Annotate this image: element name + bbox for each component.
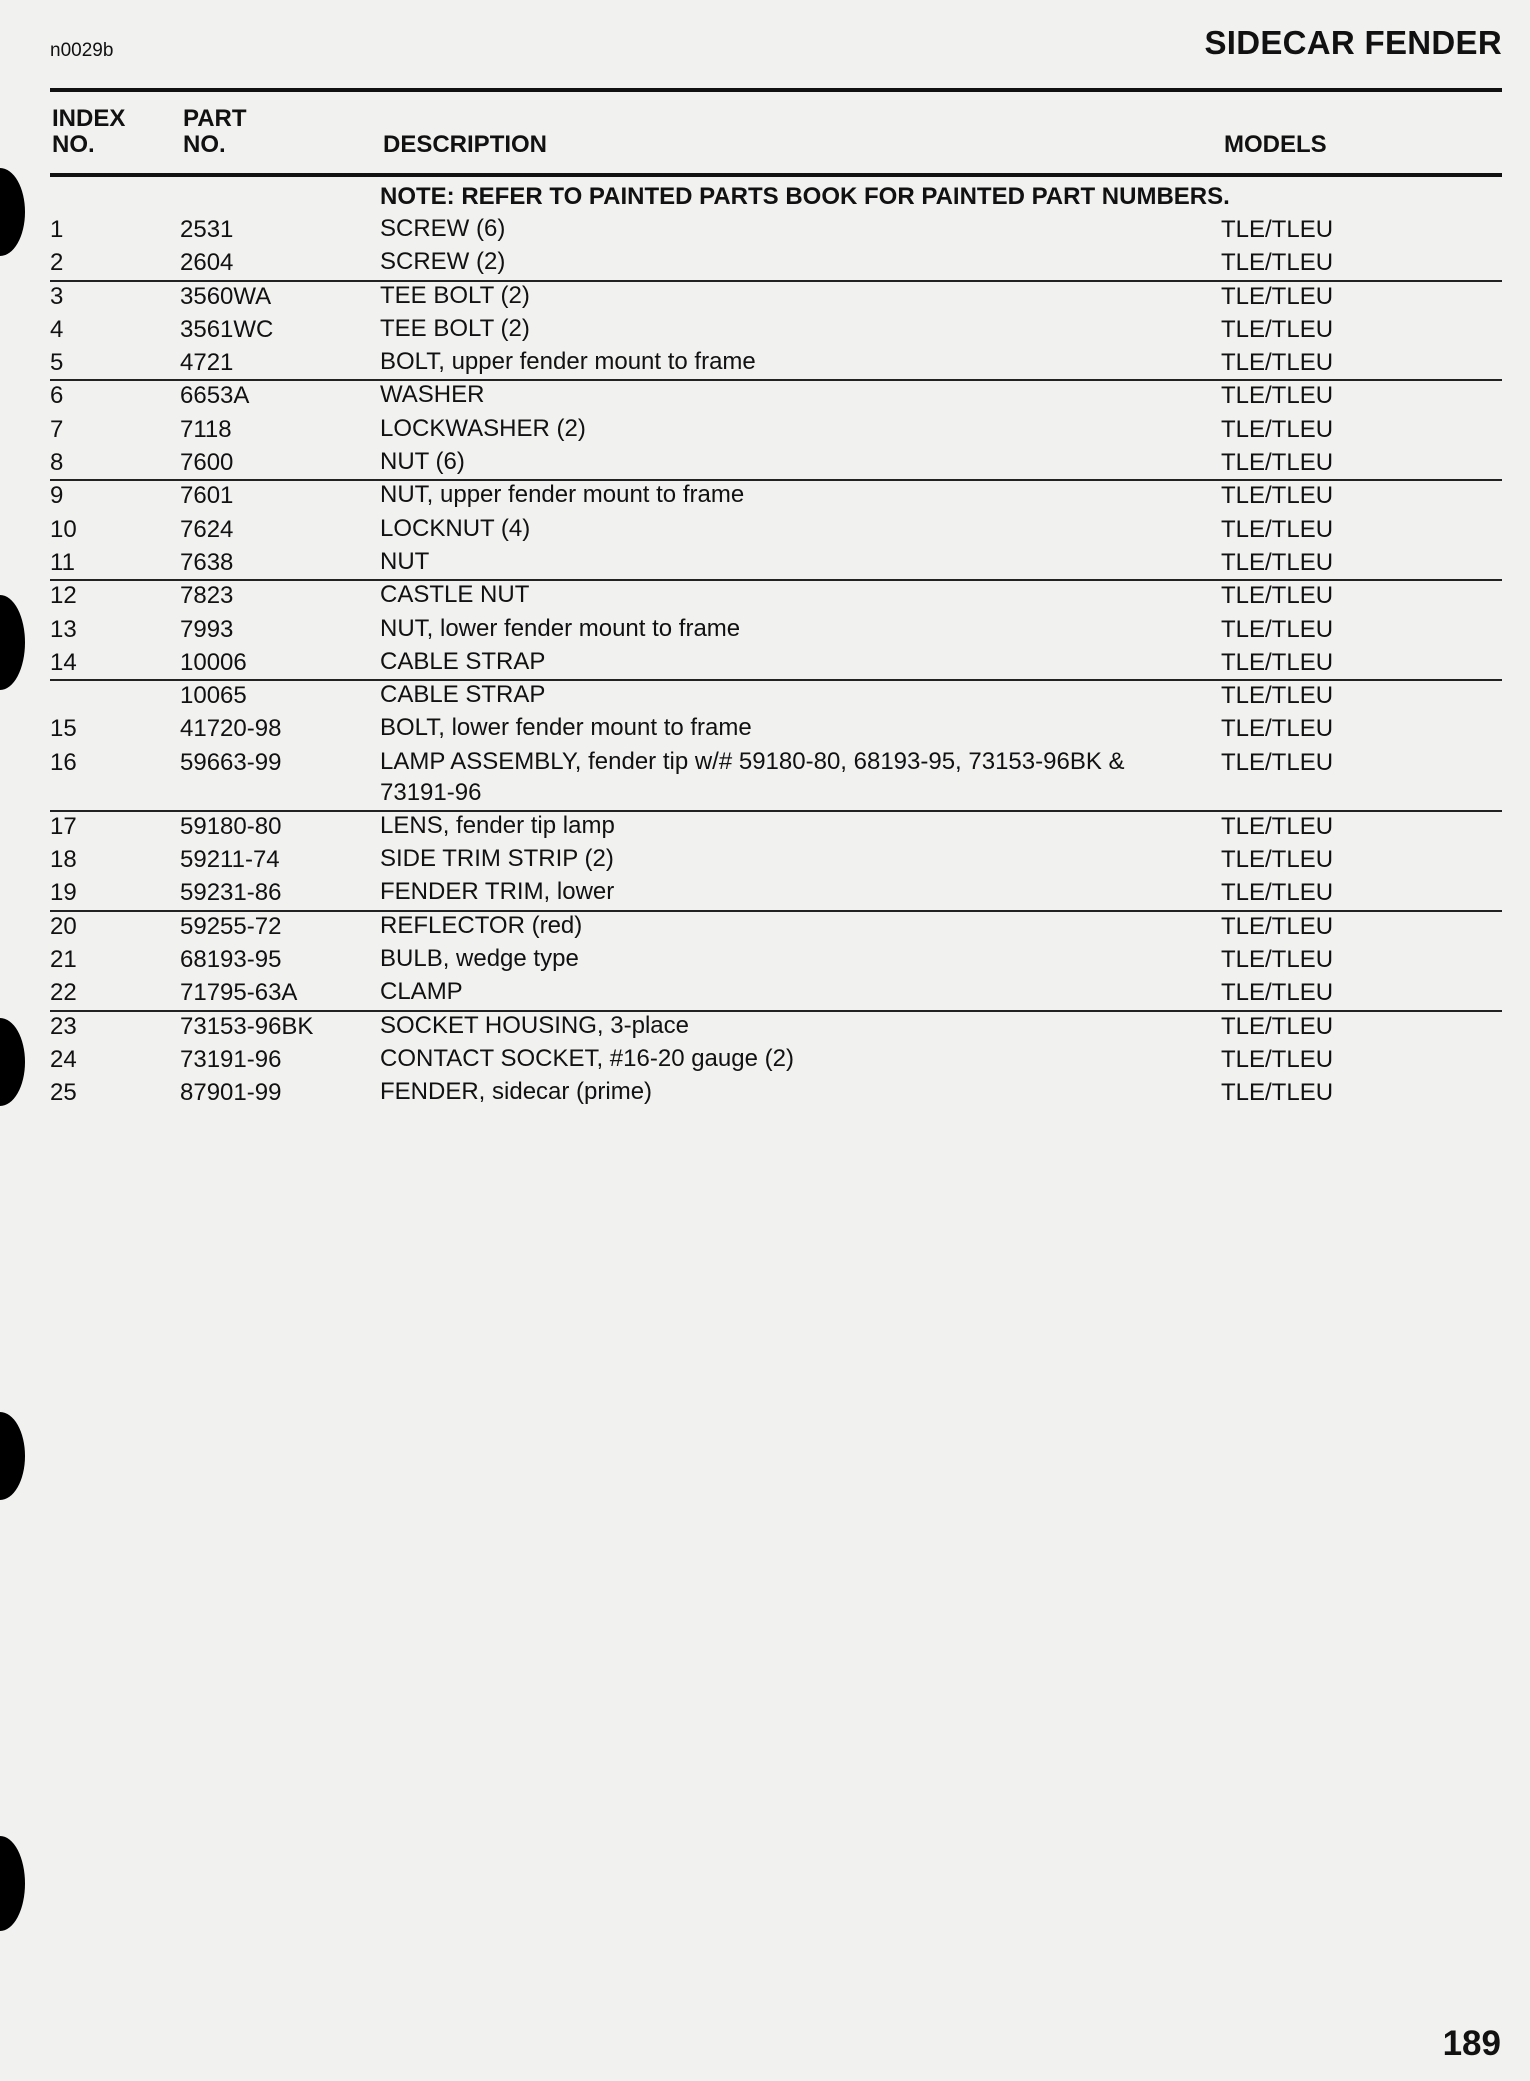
cell-index: 25 [50, 1079, 77, 1107]
header-index-line1: INDEX [52, 105, 126, 132]
table-row [0, 943, 1530, 976]
cell-models: TLE/TLEU [1221, 415, 1334, 443]
cell-description: SCREW (6) [380, 215, 506, 242]
cell-index: 13 [50, 615, 77, 643]
cell-part: 2604 [180, 249, 234, 277]
cell-part: 7601 [180, 482, 234, 510]
table-row [0, 513, 1530, 546]
cell-models: TLE/TLEU [1221, 812, 1334, 840]
cell-index: 21 [50, 945, 77, 973]
cell-models: TLE/TLEU [1221, 945, 1334, 973]
cell-part: 73191-96 [180, 1045, 282, 1073]
cell-part: 3560WA [180, 282, 272, 310]
cell-description: SCREW (2) [380, 248, 506, 276]
cell-description: REFLECTOR (red) [380, 911, 583, 939]
cell-models: TLE/TLEU [1221, 349, 1334, 377]
binder-hole [0, 1412, 25, 1500]
cell-models: TLE/TLEU [1221, 382, 1334, 410]
cell-part: 73153-96BK [180, 1012, 314, 1040]
cell-description: WASHER [380, 381, 485, 409]
cell-description: TEE BOLT (2) [380, 281, 530, 309]
cell-models: TLE/TLEU [1221, 615, 1334, 643]
cell-part: 7993 [180, 615, 234, 643]
cell-part: 71795-63A [180, 979, 298, 1007]
cell-index: 11 [50, 548, 75, 576]
cell-models: TLE/TLEU [1221, 1045, 1334, 1073]
cell-description: LENS, fender tip lamp [380, 811, 615, 839]
cell-models: TLE/TLEU [1221, 315, 1334, 343]
table-row [0, 1076, 1530, 1109]
cell-part: 6653A [180, 382, 250, 410]
header-index-line2: NO. [52, 131, 95, 158]
table-row [0, 413, 1530, 446]
cell-index: 4 [50, 315, 64, 343]
cell-part: 7638 [180, 548, 234, 576]
cell-index: 18 [50, 846, 77, 874]
cell-index: 9 [50, 482, 64, 510]
cell-part: 7823 [180, 582, 234, 610]
cell-models: TLE/TLEU [1221, 282, 1334, 310]
header-rule [50, 173, 1502, 177]
cell-part: 68193-95 [180, 945, 282, 973]
table-row [0, 613, 1530, 646]
table-row [0, 876, 1530, 909]
cell-index: 20 [50, 912, 77, 940]
cell-index: 23 [50, 1012, 77, 1040]
cell-index: 19 [50, 879, 77, 907]
cell-description: NUT, lower fender mount to frame [380, 614, 741, 642]
cell-description: LAMP ASSEMBLY, fender tip w/# 59180-80, 68193-95, 73153-96BK & 73191-96 [380, 747, 1125, 806]
cell-description: NUT, upper fender mount to frame [380, 481, 745, 509]
cell-models: TLE/TLEU [1221, 648, 1334, 676]
page-title: SIDECAR FENDER [1204, 24, 1502, 61]
table-row [0, 546, 1530, 579]
table-row [0, 379, 1530, 412]
cell-models: TLE/TLEU [1221, 846, 1334, 874]
cell-part: 3561WC [180, 315, 274, 343]
table-row [0, 246, 1530, 279]
cell-description: CONTACT SOCKET, #16-20 gauge (2) [380, 1044, 794, 1072]
cell-models: TLE/TLEU [1221, 216, 1334, 243]
cell-index: 14 [50, 648, 77, 676]
cell-description: BOLT, upper fender mount to frame [380, 348, 756, 376]
cell-models: TLE/TLEU [1221, 482, 1334, 510]
table-row [0, 579, 1530, 612]
cell-index: 6 [50, 382, 64, 410]
cell-description: TEE BOLT (2) [380, 314, 530, 342]
table-row [0, 646, 1530, 679]
table-row [0, 910, 1530, 943]
cell-index: 7 [50, 415, 64, 443]
table-row [0, 843, 1530, 876]
cell-part: 2531 [180, 216, 234, 243]
table-row [0, 346, 1530, 379]
page-code: n0029b [50, 40, 114, 61]
cell-description: CABLE STRAP [380, 647, 546, 675]
cell-index: 5 [50, 349, 64, 377]
cell-index: 15 [50, 715, 77, 743]
page-number: 189 [1442, 2024, 1501, 2063]
cell-part: 10065 [180, 682, 247, 710]
cell-part: 87901-99 [180, 1079, 282, 1107]
table-row [0, 479, 1530, 512]
cell-description: BOLT, lower fender mount to frame [380, 714, 752, 742]
cell-part: 7624 [180, 515, 234, 543]
cell-part: 59231-86 [180, 879, 282, 907]
cell-index: 24 [50, 1045, 77, 1073]
table-row [0, 446, 1530, 479]
header-description: DESCRIPTION [383, 131, 548, 158]
cell-description: CASTLE NUT [380, 581, 530, 609]
cell-description: SOCKET HOUSING, 3-place [380, 1011, 689, 1039]
cell-part: 59211-74 [180, 846, 280, 874]
painted-parts-note: NOTE: REFER TO PAINTED PARTS BOOK FOR PAINTED PART NUMBERS. [380, 183, 1230, 210]
cell-part: 59180-80 [180, 812, 282, 840]
cell-description: CABLE STRAP [380, 681, 546, 709]
cell-models: TLE/TLEU [1221, 682, 1334, 710]
cell-models: TLE/TLEU [1221, 748, 1334, 776]
cell-index: 12 [50, 582, 77, 610]
header-models: MODELS [1224, 131, 1327, 158]
cell-models: TLE/TLEU [1221, 1012, 1334, 1040]
cell-index: 22 [50, 979, 77, 1007]
header-part-line1: PART [183, 105, 247, 132]
header-part-line2: NO. [183, 131, 226, 158]
table-row [0, 313, 1530, 346]
parts-table [0, 213, 1530, 1109]
cell-index: 16 [50, 748, 77, 776]
cell-part: 7600 [180, 449, 234, 477]
cell-models: TLE/TLEU [1221, 912, 1334, 940]
cell-index: 17 [50, 812, 77, 840]
cell-description: FENDER, sidecar (prime) [380, 1078, 653, 1106]
cell-models: TLE/TLEU [1221, 582, 1334, 610]
cell-part: 59663-99 [180, 748, 282, 776]
cell-models: TLE/TLEU [1221, 879, 1334, 907]
cell-models: TLE/TLEU [1221, 249, 1334, 277]
cell-index: 2 [50, 249, 64, 277]
cell-models: TLE/TLEU [1221, 515, 1334, 543]
table-row [0, 679, 1530, 712]
cell-models: TLE/TLEU [1221, 449, 1334, 477]
cell-description: NUT [380, 547, 430, 575]
cell-part: 4721 [180, 349, 234, 377]
table-row [0, 746, 1530, 810]
table-row [0, 1043, 1530, 1076]
cell-index: 3 [50, 282, 64, 310]
table-row [0, 976, 1530, 1009]
cell-part: 10006 [180, 648, 247, 676]
cell-index: 1 [50, 216, 64, 243]
top-rule [50, 88, 1502, 92]
cell-index: 8 [50, 449, 64, 477]
cell-description: NUT (6) [380, 448, 465, 476]
cell-part: 7118 [180, 415, 232, 443]
cell-description: CLAMP [380, 978, 463, 1006]
header-index [52, 106, 125, 158]
cell-models: TLE/TLEU [1221, 1079, 1334, 1107]
table-row [0, 1010, 1530, 1043]
cell-models: TLE/TLEU [1221, 548, 1334, 576]
cell-description: BULB, wedge type [380, 944, 579, 972]
cell-part: 59255-72 [180, 912, 282, 940]
binder-hole [0, 1836, 25, 1931]
cell-models: TLE/TLEU [1221, 979, 1334, 1007]
header-part [183, 106, 247, 158]
cell-description: LOCKWASHER (2) [380, 414, 586, 442]
table-row [0, 213, 1530, 246]
cell-index: 10 [50, 515, 77, 543]
cell-models: TLE/TLEU [1221, 715, 1334, 743]
table-row [0, 280, 1530, 313]
table-row [0, 712, 1530, 745]
cell-description: LOCKNUT (4) [380, 514, 531, 542]
cell-part: 41720-98 [180, 715, 282, 743]
cell-description: SIDE TRIM STRIP (2) [380, 845, 614, 873]
cell-description: FENDER TRIM, lower [380, 878, 615, 906]
table-row [0, 810, 1530, 843]
